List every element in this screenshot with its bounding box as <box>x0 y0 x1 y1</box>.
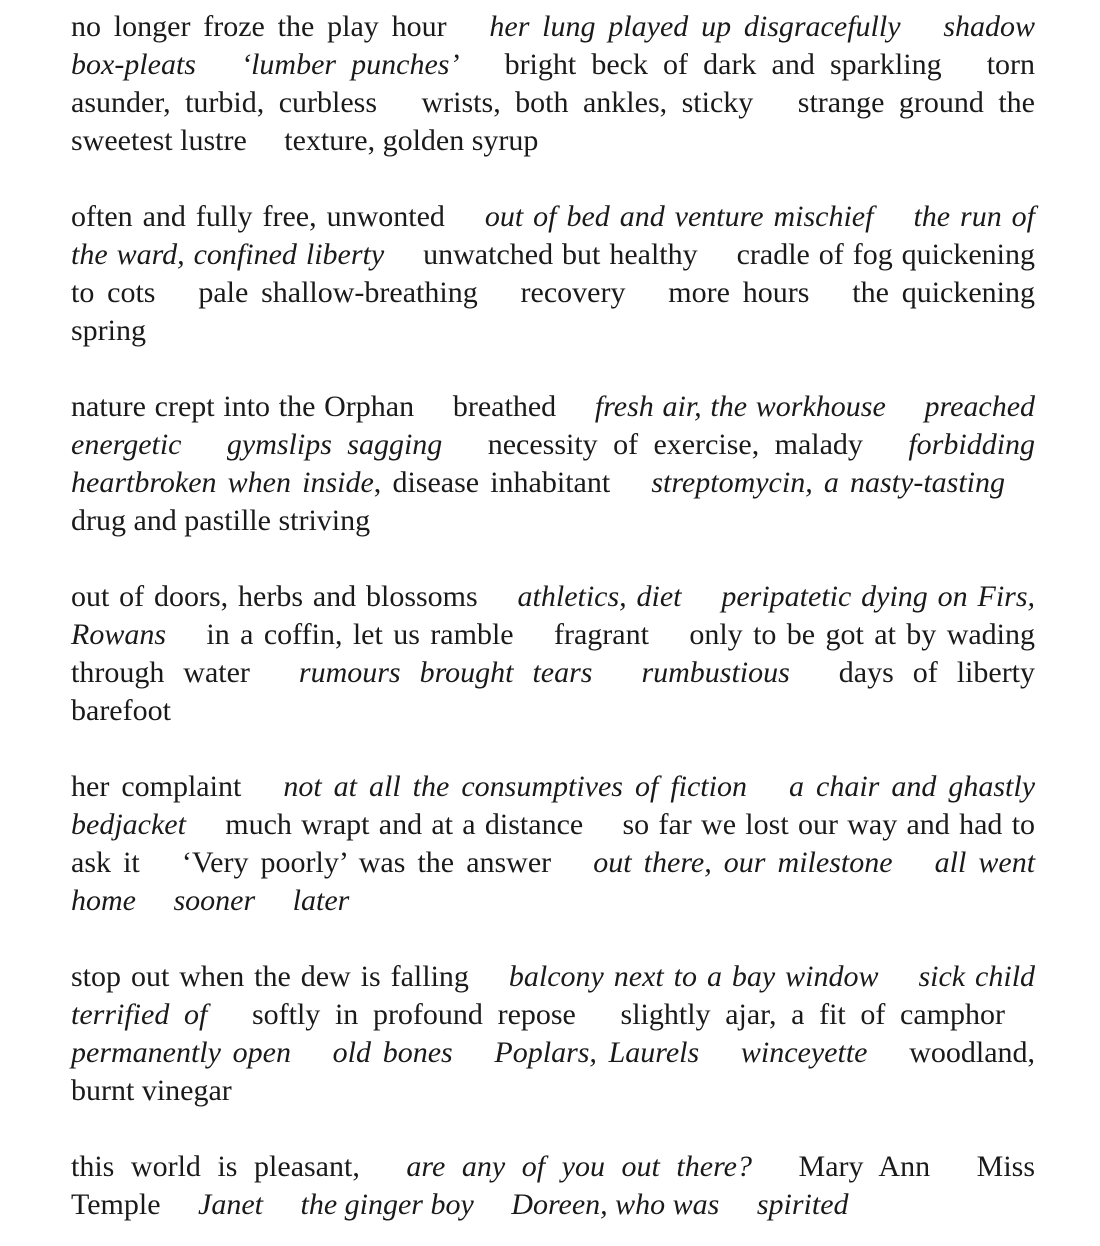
italic-fragment: rumbustious <box>641 656 790 689</box>
italic-fragment: forbidding heartbroken when inside <box>71 428 1036 499</box>
stanza <box>71 1148 1035 1224</box>
text-fragment: softly in profound repose <box>251 998 576 1031</box>
text-fragment: much wrapt and at a distance <box>225 808 584 841</box>
text-fragment: no longer froze the play hour <box>71 10 447 43</box>
italic-fragment: the run of the ward, confined liberty <box>71 200 1036 271</box>
text-fragment: recovery <box>520 276 626 309</box>
text-fragment: the quickening spring <box>71 276 1036 347</box>
text-fragment: fragrant <box>554 618 649 651</box>
text-fragment: bright beck of dark and sparkling <box>504 48 942 81</box>
italic-fragment: the ginger boy <box>300 1188 474 1221</box>
text-fragment: drug and pastille striving <box>71 504 371 537</box>
stanza <box>71 388 1035 540</box>
text-fragment: days of liberty barefoot <box>71 656 1036 727</box>
text-fragment: stop out when the dew is falling <box>71 960 469 993</box>
italic-fragment: old bones <box>332 1036 453 1069</box>
italic-fragment: balcony next to a bay window <box>508 960 879 993</box>
italic-fragment: peripatetic dying on Firs, Rowans <box>71 580 1036 651</box>
text-fragment: cradle of fog quickening to cots <box>71 238 1035 309</box>
italic-fragment: gymslips sagging <box>226 428 443 461</box>
poem-page <box>71 8 1035 1224</box>
text-fragment: unwatched but healthy <box>423 238 698 271</box>
italic-fragment: not at all the consumptives of fiction <box>283 770 747 803</box>
text-fragment: slightly ajar, a fit of camphor <box>620 998 1006 1031</box>
italic-fragment: sick child terrified of <box>71 960 1036 1031</box>
italic-fragment: fresh air, the workhouse <box>594 390 886 423</box>
text-fragment: this world is pleasant, <box>71 1150 360 1183</box>
italic-fragment: athletics, diet <box>517 580 682 613</box>
italic-fragment: a chair and ghastly bedjacket <box>71 770 1036 841</box>
text-fragment: pale shallow-breathing <box>198 276 478 309</box>
text-fragment: strange ground the sweetest lustre <box>71 86 1036 157</box>
italic-fragment: sooner <box>173 884 256 917</box>
italic-fragment: streptomycin, a nasty-tasting <box>651 466 1005 499</box>
text-fragment: out of doors, herbs and blossoms <box>71 580 478 613</box>
italic-fragment: Doreen, who was <box>511 1188 720 1221</box>
text-fragment: in a coffin, let us ramble <box>206 618 514 651</box>
stanza <box>71 198 1035 350</box>
italic-fragment: out there, our milestone <box>593 846 893 879</box>
text-fragment: so far we lost our way and had to ask it <box>71 808 1036 879</box>
text-fragment: ‘Very poorly’ was the answer <box>181 846 552 879</box>
text-fragment: Mary Ann <box>798 1150 931 1183</box>
italic-fragment: ‘lumber punches’ <box>241 48 460 81</box>
italic-fragment: Poplars, Laurels <box>494 1036 700 1069</box>
italic-fragment: Janet <box>198 1188 263 1221</box>
text-fragment: breathed <box>452 390 557 423</box>
italic-fragment: are any of you out there? <box>406 1150 752 1183</box>
stanza <box>71 578 1035 730</box>
text-fragment: her complaint <box>71 770 242 803</box>
text-fragment: often and fully free, unwonted <box>71 200 445 233</box>
text-fragment: Miss Temple <box>71 1150 1036 1221</box>
italic-fragment: later <box>292 884 350 917</box>
italic-fragment: preached energetic <box>71 390 1036 461</box>
text-fragment: woodland, burnt vinegar <box>71 1036 1036 1107</box>
stanza <box>71 768 1035 920</box>
text-fragment: necessity of exercise, malady <box>487 428 863 461</box>
italic-fragment: rumours brought tears <box>298 656 593 689</box>
italic-fragment: permanently open <box>71 1036 291 1069</box>
text-fragment: texture, golden syrup <box>284 124 539 157</box>
text-fragment: , disease inhabitant <box>373 466 611 499</box>
text-fragment: only to be got at by wading through water <box>71 618 1036 689</box>
italic-fragment: all went home <box>71 846 1036 917</box>
text-fragment: torn asunder, turbid, curbless <box>71 48 1036 119</box>
stanza <box>71 8 1035 160</box>
text-fragment: wrists, both ankles, sticky <box>421 86 754 119</box>
italic-fragment: out of bed and venture mischief <box>484 200 874 233</box>
text-fragment: more hours <box>668 276 810 309</box>
italic-fragment: her lung played up disgracefully <box>489 10 901 43</box>
italic-fragment: winceyette <box>740 1036 868 1069</box>
stanza <box>71 958 1035 1110</box>
text-fragment: nature crept into the Orphan <box>71 390 415 423</box>
italic-fragment: spirited <box>756 1188 849 1221</box>
italic-fragment: shadow box-pleats <box>71 10 1036 81</box>
